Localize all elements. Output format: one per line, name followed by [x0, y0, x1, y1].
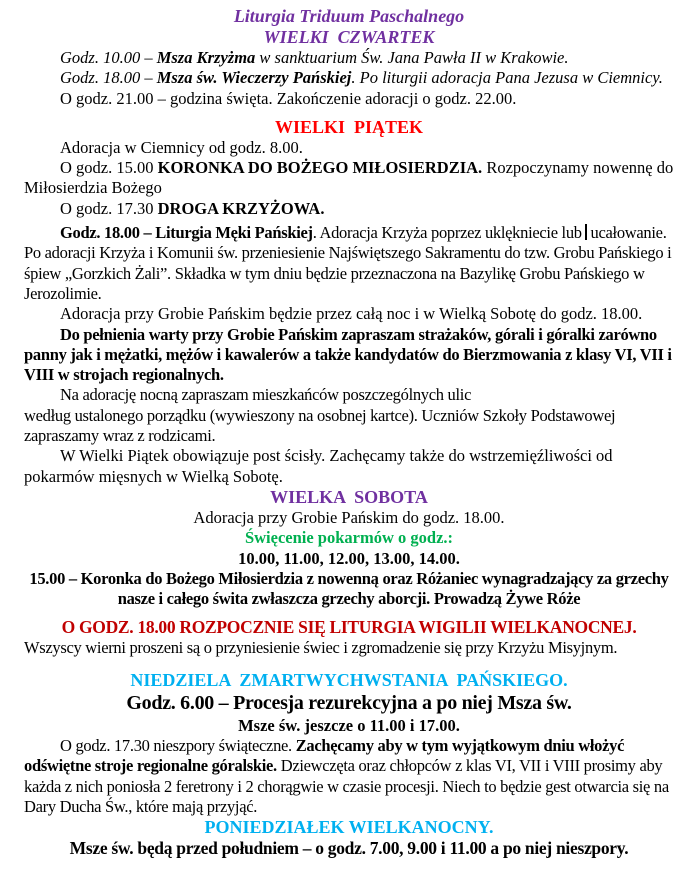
text-run: Dziewczęta oraz chłopców z klas VI, VII i VIII prosimy aby każda z nich poniosła 2 feretrony i 2 chorągwie w czasie procesji. Niech to będzie gest otwarcia się na Dary Ducha Św., które mają przyjąć. [24, 756, 669, 816]
text-run: Msze św. jeszcze o 11.00 i 17.00. [238, 715, 460, 735]
text-run: Święcenie pokarmów o godz.: [244, 528, 454, 548]
text-run: Adoracja w Ciemnicy od godz. 8.00. [60, 137, 303, 157]
para-msza-krzyzma [24, 48, 674, 68]
text-run: O godz. 21.00 – godzina święta. Zakończenie adoracji o godz. 22.00. [60, 88, 517, 108]
para-droga-krzyzowa [24, 199, 674, 219]
para-godzina-swieta [24, 89, 674, 109]
heading-wielki-czwartek [24, 27, 674, 48]
text-run: . Po liturgii adoracja Pana Jezusa w Ciemnicy. [351, 68, 663, 88]
text-run: Msze św. będą przed południem – o godz. 7.00, 9.00 i 11.00 a po niej nieszpory. [69, 838, 629, 859]
text-run: w sanktuarium Św. Jana Pawła II w Krakowie. [255, 48, 569, 67]
para-liturgia-meki [24, 223, 674, 304]
text-run: NIEDZIELA ZMARTWYCHWSTANIA PAŃSKIEGO. [130, 669, 568, 690]
para-msza-wieczerzy [24, 68, 674, 88]
para-warta-grob [24, 325, 674, 386]
text-run: KORONKA DO BOŻEGO MIŁOSIERDZIA. [157, 158, 483, 178]
heading-wielka-sobota [24, 487, 674, 508]
text-run: Godz. 10.00 – [60, 48, 157, 67]
para-nieszpory-niedziela [24, 736, 674, 817]
para-godziny-swiecenia [24, 549, 674, 569]
heading-wielki-piatek [24, 117, 674, 138]
heading-poniedzialek-wielkanocny [24, 817, 674, 838]
para-adoracja-grob [24, 304, 674, 324]
text-run: . Adoracja Krzyża poprzez uklękniecie lub [312, 223, 582, 243]
text-run: Do pełnienia warty przy Grobie Pańskim zapraszam strażaków, górali i góralki zarówno panny jak i mężatki, mężów i kawalerów a także kandydatów do Bierzmowania z klasy VI, VII i VIII w strojach regionalnych. [24, 324, 672, 385]
text-run: Godz. 6.00 – Procesja rezurekcyjna a po niej Msza św. [126, 691, 572, 714]
text-run: ucałowanie. Po adoracji Krzyża i Komunii św. przeniesienie Najświętszego Sakramentu do tzw. Grobu Pańskiego i śpiew „Gorzkich Żali”. Składka w tym dniu będzie przeznaczona na Bazylikę Grobu Pańskiego w Jerozolimie. [24, 223, 672, 303]
para-msze-poniedzialek [24, 838, 674, 859]
text-run: 15.00 – Koronka do Bożego Miłosierdzia z nowenną oraz Różaniec wynagradzający za grzechy nasze i całego świta zwłaszcza grzechy aborcji. Prowadzą Żywe Róże [29, 568, 669, 609]
text-run: O godz. 15.00 [60, 158, 158, 178]
text-run: Wszyscy wierni proszeni są o przyniesienie świec i zgromadzenie się przy Krzyżu Misyjnym. [24, 638, 618, 658]
para-koronka-piatek [24, 158, 674, 199]
para-swiecenie-pokarmow [24, 528, 674, 548]
para-wigilia-wielkanocna [24, 617, 674, 638]
document-body [24, 6, 674, 859]
text-run: Godz. 18.00 – [60, 68, 157, 88]
text-run: O GODZ. 18.00 ROZPOCZNIE SIĘ LITURGIA WIGILII WIELKANOCNEJ. [61, 617, 637, 638]
text-run: Zachęcamy aby w tym wyjątkowym dniu włożyć odświętne stroje regionalne góralskie. [24, 736, 625, 776]
text-run: Na adorację nocną zapraszam mieszkańców poszczególnych ulic [60, 385, 472, 405]
text-run: O godz. 17.30 [60, 198, 158, 218]
text-run: Godz. 18.00 – Liturgia Męki Pańskiej [60, 223, 313, 243]
para-msze-niedziela [24, 716, 674, 736]
text-run: DROGA KRZYŻOWA. [157, 198, 325, 218]
text-run: W Wielki Piątek obowiązuje post ścisły. Zachęcamy także do wstrzemięźliwości od pokarmów mięsnych w Wielką Sobotę. [24, 446, 613, 486]
para-post-scisly [24, 446, 674, 487]
text-run: Msza Krzyżma [156, 48, 256, 67]
text-run: Msza św. Wieczerzy Pańskiej [156, 68, 352, 88]
text-run: Adoracja przy Grobie Pańskim do godz. 18.00. [193, 507, 505, 527]
text-run: O godz. 17.30 nieszpory świąteczne. [60, 736, 296, 756]
para-procesja-rezurekcyjna [24, 691, 674, 716]
para-adoracja-nocna [24, 385, 674, 446]
text-run: Adoracja przy Grobie Pańskim będzie przez całą noc i w Wielką Sobotę do godz. 18.00. [60, 304, 643, 324]
text-run: Liturgia Triduum Paschalnego [233, 6, 465, 26]
para-koronka-sobota [24, 569, 674, 610]
doc-title [24, 6, 674, 27]
text-run: WIELKI CZWARTEK [263, 27, 435, 47]
para-adoracja-ciemnica [24, 138, 674, 158]
text-run: PONIEDZIAŁEK WIELKANOCNY. [204, 817, 494, 838]
text-run: 10.00, 11.00, 12.00, 13.00, 14.00. [238, 548, 460, 568]
text-run: według ustalonego porządku (wywieszony na osobnej kartce). Uczniów Szkoły Podstawowej zapraszamy wraz z rodzicami. [24, 405, 616, 446]
text-run: WIELKA SOBOTA [270, 486, 428, 507]
text-run: Rozpoczynamy nowennę do Miłosierdzia Bożego [24, 158, 674, 198]
text-run: WIELKI PIĄTEK [274, 116, 424, 137]
heading-niedziela-zmartwychwstania [24, 670, 674, 691]
para-wszyscy-wierni [24, 638, 674, 658]
para-adoracja-sobota [24, 508, 674, 528]
